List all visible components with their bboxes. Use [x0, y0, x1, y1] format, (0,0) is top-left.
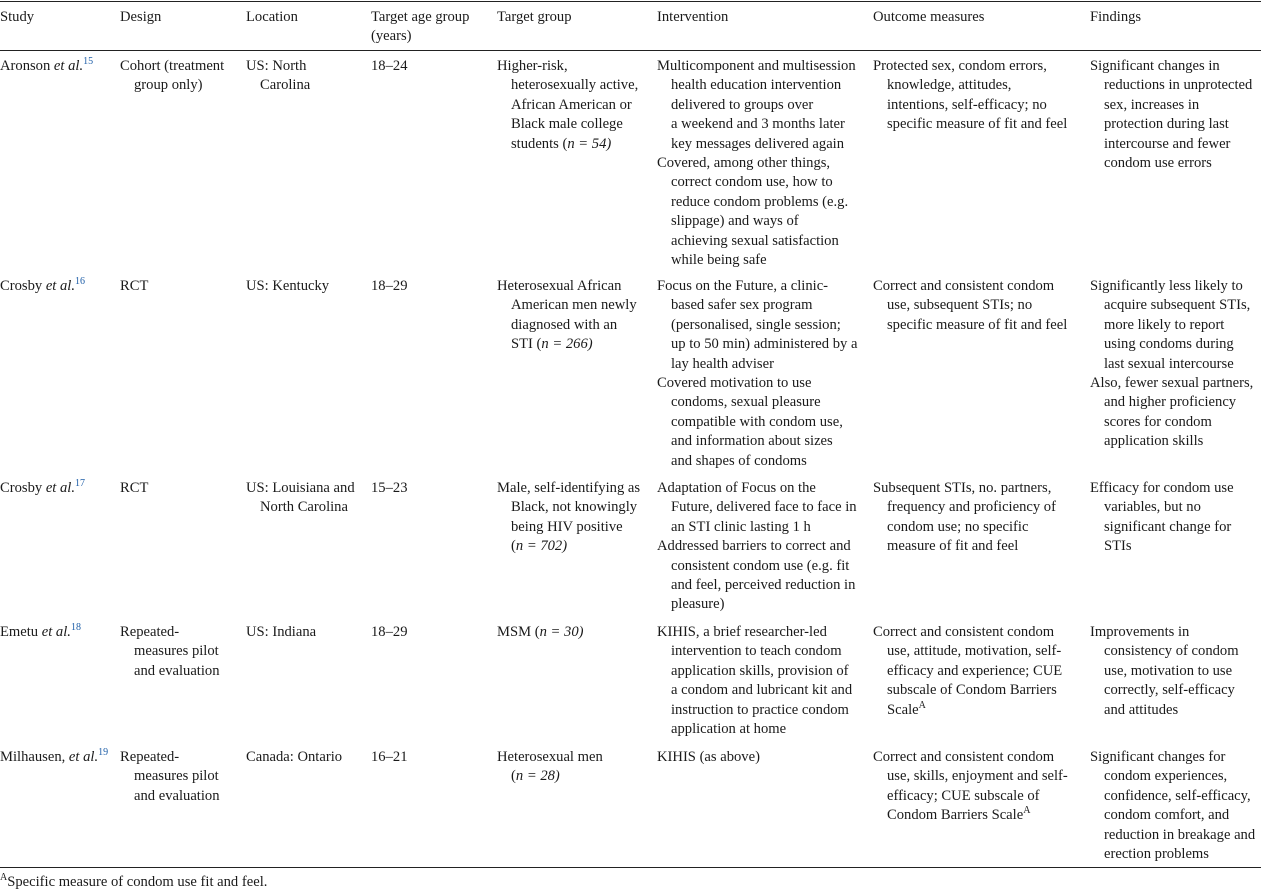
footnote-marker: A	[1023, 805, 1031, 817]
cell-location: US: Indiana	[246, 624, 317, 640]
study-reference[interactable]: 19	[98, 747, 109, 759]
cell-intervention: KIHIS (as above)	[657, 749, 760, 765]
footnote-marker: A	[0, 872, 8, 884]
cell-study: Crosby et al.$^{17}$	[0, 478, 85, 496]
cell-outcome: Correct and consistent condom use, skills, enjoyment and self- efficacy; CUE subscale of Condom Barriers Scale$^A$	[873, 749, 1068, 824]
cell-target-group: MSM (n = 30)	[497, 624, 584, 640]
footnote-text: Specific measure of condom use fit and feel.	[7, 874, 268, 890]
cell-target-group: Male, self-identifying as Black, not knowingly being HIV positive (n = 702)	[497, 480, 641, 555]
cell-design: Repeated- measures pilot and evaluation	[120, 749, 220, 804]
header-age: Target age group (years)	[371, 9, 470, 44]
cell-intervention: Adaptation of Focus on the Future, delivered face to face in an STI clinic lasting 1 h Addressed barriers to correct and consistent condom use (e.g. fit and feel, perceived reduction in pleasure)	[657, 480, 857, 613]
cell-study	[0, 57, 93, 76]
study-reference[interactable]: 16	[75, 276, 85, 288]
footnote-marker: A	[918, 699, 926, 711]
cell-target-group: Higher-risk, heterosexually active, African American or Black male college students (n = 54)	[497, 58, 639, 152]
cell-intervention: Focus on the Future, a clinic- based safer sex program (personalised, single session; up to 50 min) administered by a lay health adviser Covered motivation to use condoms, sexual pleasure compatible with condom use, and information about sizes and shapes of condoms	[657, 278, 858, 469]
header-findings: Findings	[1090, 9, 1142, 25]
cell-location: Canada: Ontario	[246, 749, 343, 765]
cell-age: 18–29	[371, 624, 408, 640]
header-design: Design	[120, 9, 162, 25]
cell-intervention: Multicomponent and multisession health education intervention delivered to groups over a weekend and 3 months later key messages delivered again Covered, among other things, correct condom use, how to reduce condom problems (e.g. slippage) and ways of achieving sexual satisfaction while being safe	[657, 58, 856, 269]
cell-design: Repeated- measures pilot and evaluation	[120, 624, 220, 679]
header-outcome: Outcome measures	[873, 9, 985, 25]
cell-findings: Efficacy for condom use variables, but no significant change for STIs	[1090, 480, 1234, 555]
cell-age: 15–23	[371, 480, 408, 496]
header-location: Location	[246, 9, 298, 25]
cell-design: Cohort (treatment group only)	[120, 58, 225, 94]
table-footnote	[0, 873, 267, 891]
study-etal: et al.	[53, 58, 84, 74]
table-top-rule	[0, 1, 1261, 2]
cell-findings: Improvements in consistency of condom use, motivation to use correctly, self-efficacy and attitudes	[1090, 624, 1239, 718]
cell-outcome: Protected sex, condom errors, knowledge, attitudes, intentions, self-efficacy; no specific measure of fit and feel	[873, 58, 1068, 133]
cell-design: RCT	[120, 480, 149, 496]
cell-study: Crosby et al.$^{16}$	[0, 276, 85, 294]
cell-target-group: Heterosexual African American men newly diagnosed with an STI (n = 266)	[497, 278, 637, 353]
cell-outcome: Correct and consistent condom use, attitude, motivation, self- efficacy and experience; CUE subscale of Condom Barriers Scale$^A$	[873, 624, 1063, 718]
cell-location: US: Louisiana and North Carolina	[246, 480, 355, 516]
table-bottom-rule	[0, 867, 1261, 868]
cell-location: US: Kentucky	[246, 278, 330, 294]
study-reference[interactable]: 17	[75, 478, 85, 490]
cell-findings: Significant changes in reductions in unprotected sex, increases in protection during last intercourse and fewer condom use errors	[1090, 58, 1253, 172]
cell-location: US: North Carolina	[246, 58, 311, 94]
cell-target-group: Heterosexual men (n = 28)	[497, 749, 603, 785]
cell-outcome: Correct and consistent condom use, subsequent STIs; no specific measure of fit and feel	[873, 278, 1068, 333]
study-author: Aronson	[0, 58, 54, 74]
header-target-group: Target group	[497, 9, 572, 25]
study-reference[interactable]: 18	[70, 622, 81, 634]
header-study: Study	[0, 9, 35, 25]
cell-age: 18–24	[371, 58, 408, 74]
cell-study: Emetu et al.$^{18}$	[0, 622, 81, 640]
cell-age: 18–29	[371, 278, 408, 294]
cell-intervention: KIHIS, a brief researcher-led intervention to teach condom application skills, provision of a condom and lubricant kit and instruction to practice condom application at home	[657, 624, 853, 738]
cell-outcome: Subsequent STIs, no. partners, frequency and proficiency of condom use; no specific measure of fit and feel	[873, 480, 1056, 555]
table-header-rule	[0, 50, 1261, 51]
cell-findings: Significant changes for condom experiences, confidence, self-efficacy, condom comfort, and reduction in breakage and erection problems	[1090, 749, 1256, 863]
study-reference[interactable]: 15	[83, 56, 94, 68]
cell-findings: Significantly less likely to acquire subsequent STIs, more likely to report using condoms during last sexual intercourse Also, fewer sexual partners, and higher proficiency scores for condom application skills	[1090, 278, 1254, 450]
cell-design: RCT	[120, 278, 149, 294]
cell-study: Milhausen, et al.$^{19}$	[0, 747, 109, 765]
header-intervention: Intervention	[657, 9, 729, 25]
cell-age: 16–21	[371, 749, 408, 765]
